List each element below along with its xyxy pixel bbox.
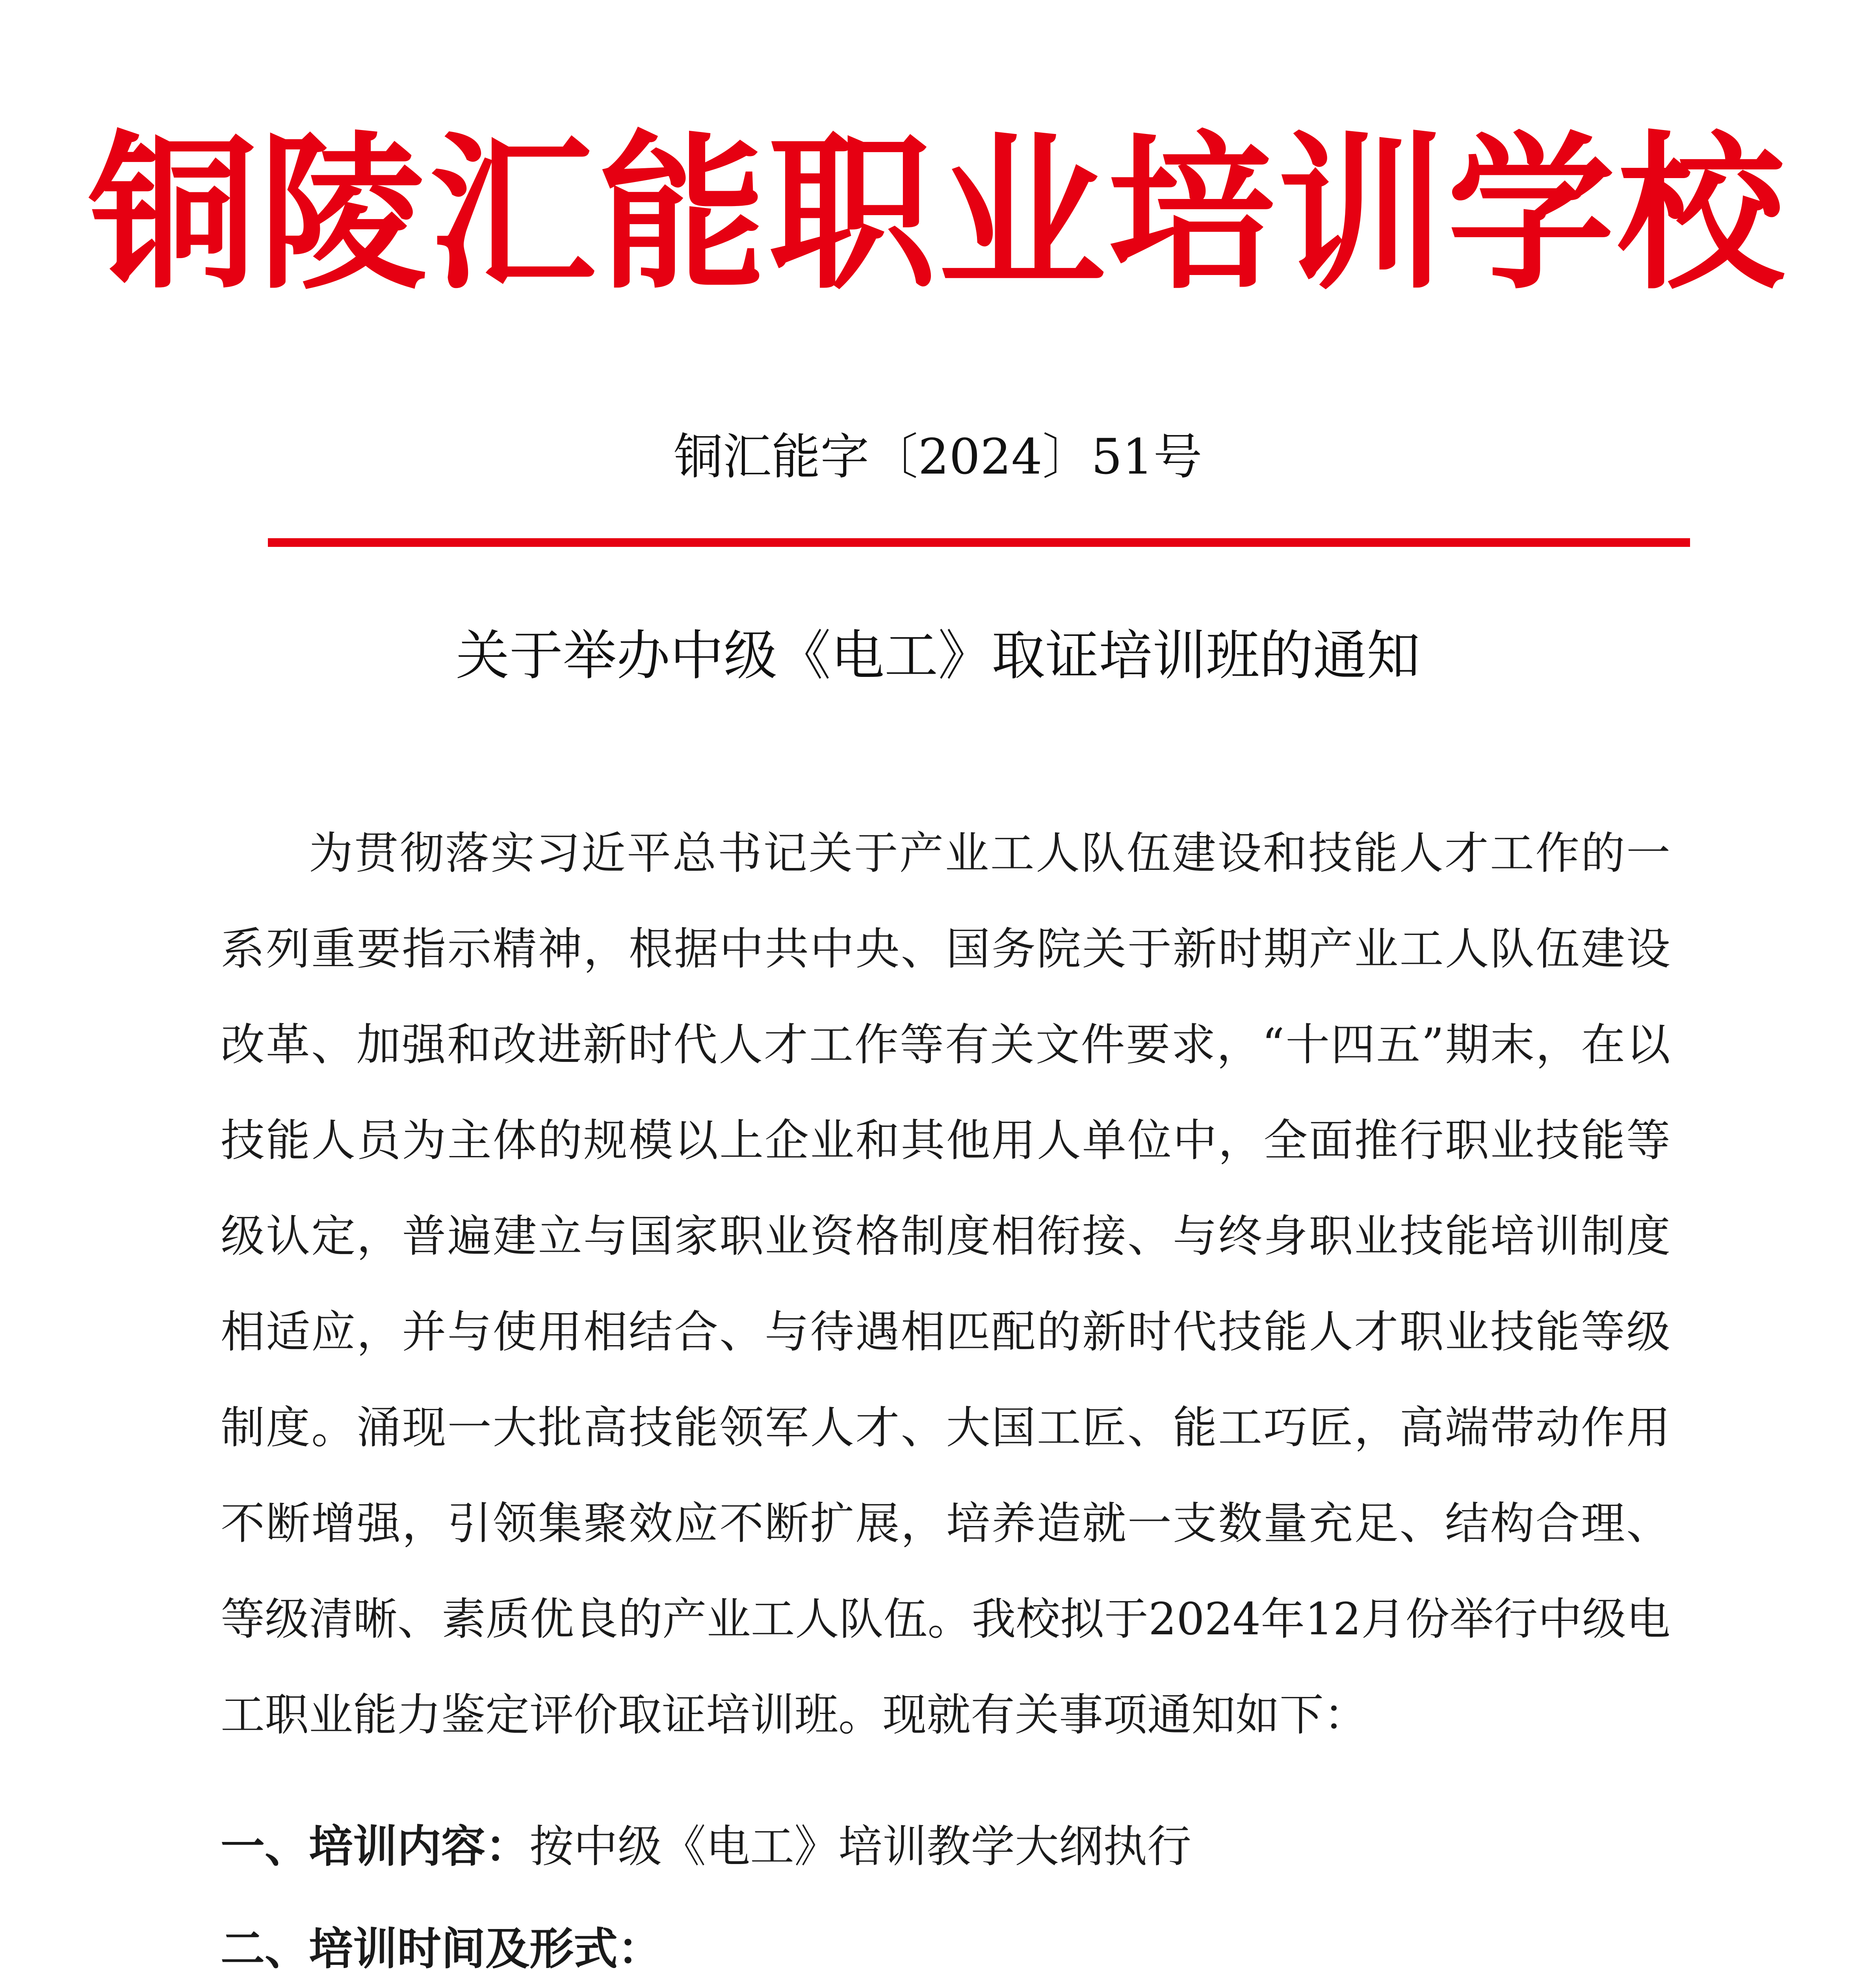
- masthead-org-name: 铜陵汇能职业培训学校: [89, 117, 1787, 312]
- section-2-heading: 二、培训时间及形式：: [221, 1923, 662, 1970]
- section-1-heading: 一、培训内容：: [221, 1821, 529, 1872]
- notice-title: 关于举办中级《电工》取证培训班的通知: [456, 625, 1420, 687]
- section-2: [221, 1901, 1670, 1970]
- document-number: 铜汇能字〔2024〕51号: [674, 429, 1202, 485]
- section-1-text: 按中级《电工》培训教学大纲执行: [529, 1821, 1191, 1872]
- section-1: [221, 1799, 1670, 1894]
- body-paragraph-1: 为贯彻落实习近平总书记关于产业工人队伍建设和技能人才工作的一系列重要指示精神，根据中共中央、国务院关于新时期产业工人队伍建设改革、加强和改进新时代人才工作等有关文件要求，“十四五”期末，在以技能人员为主体的规模以上企业和其他用人单位中，全面推行职业技能等级认定，普遍建立与国家职业资格制度相衔接、与终身职业技能培训制度相适应，并与使用相结合、与待遇相匹配的新时代技能人才职业技能等级制度。涌现一大批高技能领军人才、大国工匠、能工巧匠，高端带动作用不断增强，引领集聚效应不断扩展，培养造就一支数量充足、结构合理、等级清晰、素质优良的产业工人队伍。我校拟于2024年12月份举行中级电工职业能力鉴定评价取证培训班。现就有关事项通知如下：: [221, 828, 1670, 1741]
- red-separator-line: [268, 538, 1690, 547]
